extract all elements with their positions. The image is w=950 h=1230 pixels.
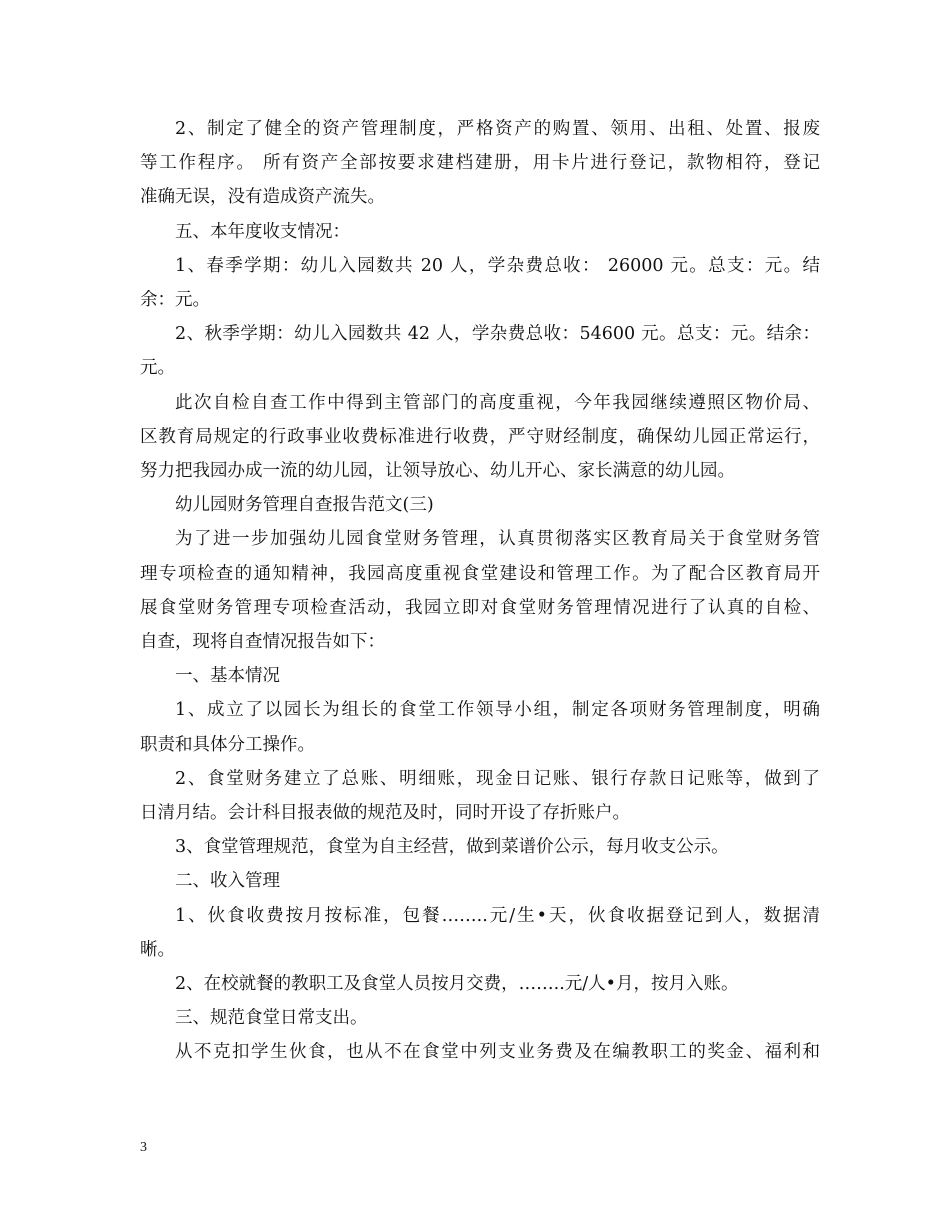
text-line: 1、成立了以园长为组长的食堂工作领导小组，制定各项财务管理制度，明确 xyxy=(175,700,820,721)
text-line: 余：元。 xyxy=(140,290,210,310)
text-line: 从不克扣学生伙食，也从不在食堂中列支业务费及在编教职工的奖金、福利和 xyxy=(175,1042,820,1063)
text-line: 等工作程序。 所有资产全部按要求建档建册，用卡片进行登记，款物相符，登记 xyxy=(140,153,820,174)
text-line: 幼儿园财务管理自查报告范文(三) xyxy=(175,495,434,516)
text-line: 2、食堂财务建立了总账、明细账，现金日记账、银行存款日记账等，做到了 xyxy=(175,768,820,789)
text-line: 准确无误，没有造成资产流失。 xyxy=(140,187,385,208)
text-line: 1、春季学期：幼儿入园数共 20 人，学杂费总收： 26000 元。总支：元。结 xyxy=(175,255,820,276)
text-line: 3、食堂管理规范，食堂为自主经营，做到菜谱价公示，每月收支公示。 xyxy=(175,837,729,858)
text-line: 日清月结。会计科目报表做的规范及时，同时开设了存折账户。 xyxy=(140,803,630,823)
text-line: 职责和具体分工操作。 xyxy=(140,734,315,755)
text-line: 自查，现将自查情况报告如下： xyxy=(140,632,385,652)
text-line: 三、规范食堂日常支出。 xyxy=(175,1008,368,1029)
text-line: 区教育局规定的行政事业收费标准进行收费，严守财经制度，确保幼儿园正常运行， xyxy=(140,426,820,447)
text-line: 此次自检自查工作中得到主管部门的高度重视，今年我园继续遵照区物价局、 xyxy=(175,392,820,413)
text-line: 努力把我园办成一流的幼儿园，让领导放心、幼儿开心、家长满意的幼儿园。 xyxy=(140,461,735,481)
text-line: 1、伙食收费按月按标准，包餐……..元/生•天，伙食收据登记到人，数据清 xyxy=(175,905,820,926)
text-line: 为了进一步加强幼儿园食堂财务管理，认真贯彻落实区教育局关于食堂财务管 xyxy=(175,529,820,550)
text-line: 一、基本情况 xyxy=(175,666,280,687)
text-line: 二、收入管理 xyxy=(175,871,280,892)
page-number: 3 xyxy=(140,1140,147,1155)
text-line: 元。 xyxy=(140,358,175,379)
text-line: 2、在校就餐的教职工及食堂人员按月交费，……..元/人•月，按月入账。 xyxy=(175,974,739,994)
text-line: 晰。 xyxy=(140,939,175,960)
text-line: 五、本年度收支情况： xyxy=(175,221,350,242)
text-line: 展食堂财务管理专项检查活动，我园立即对食堂财务管理情况进行了认真的自检、 xyxy=(140,597,820,618)
text-line: 理专项检查的通知精神，我园高度重视食堂建设和管理工作。为了配合区教育局开 xyxy=(140,563,820,584)
text-line: 2、秋季学期：幼儿入园数共 42 人，学杂费总收：54600 元。总支：元。结余： xyxy=(175,324,820,345)
text-line: 2、制定了健全的资产管理制度，严格资产的购置、领用、出租、处置、报废 xyxy=(175,119,820,139)
